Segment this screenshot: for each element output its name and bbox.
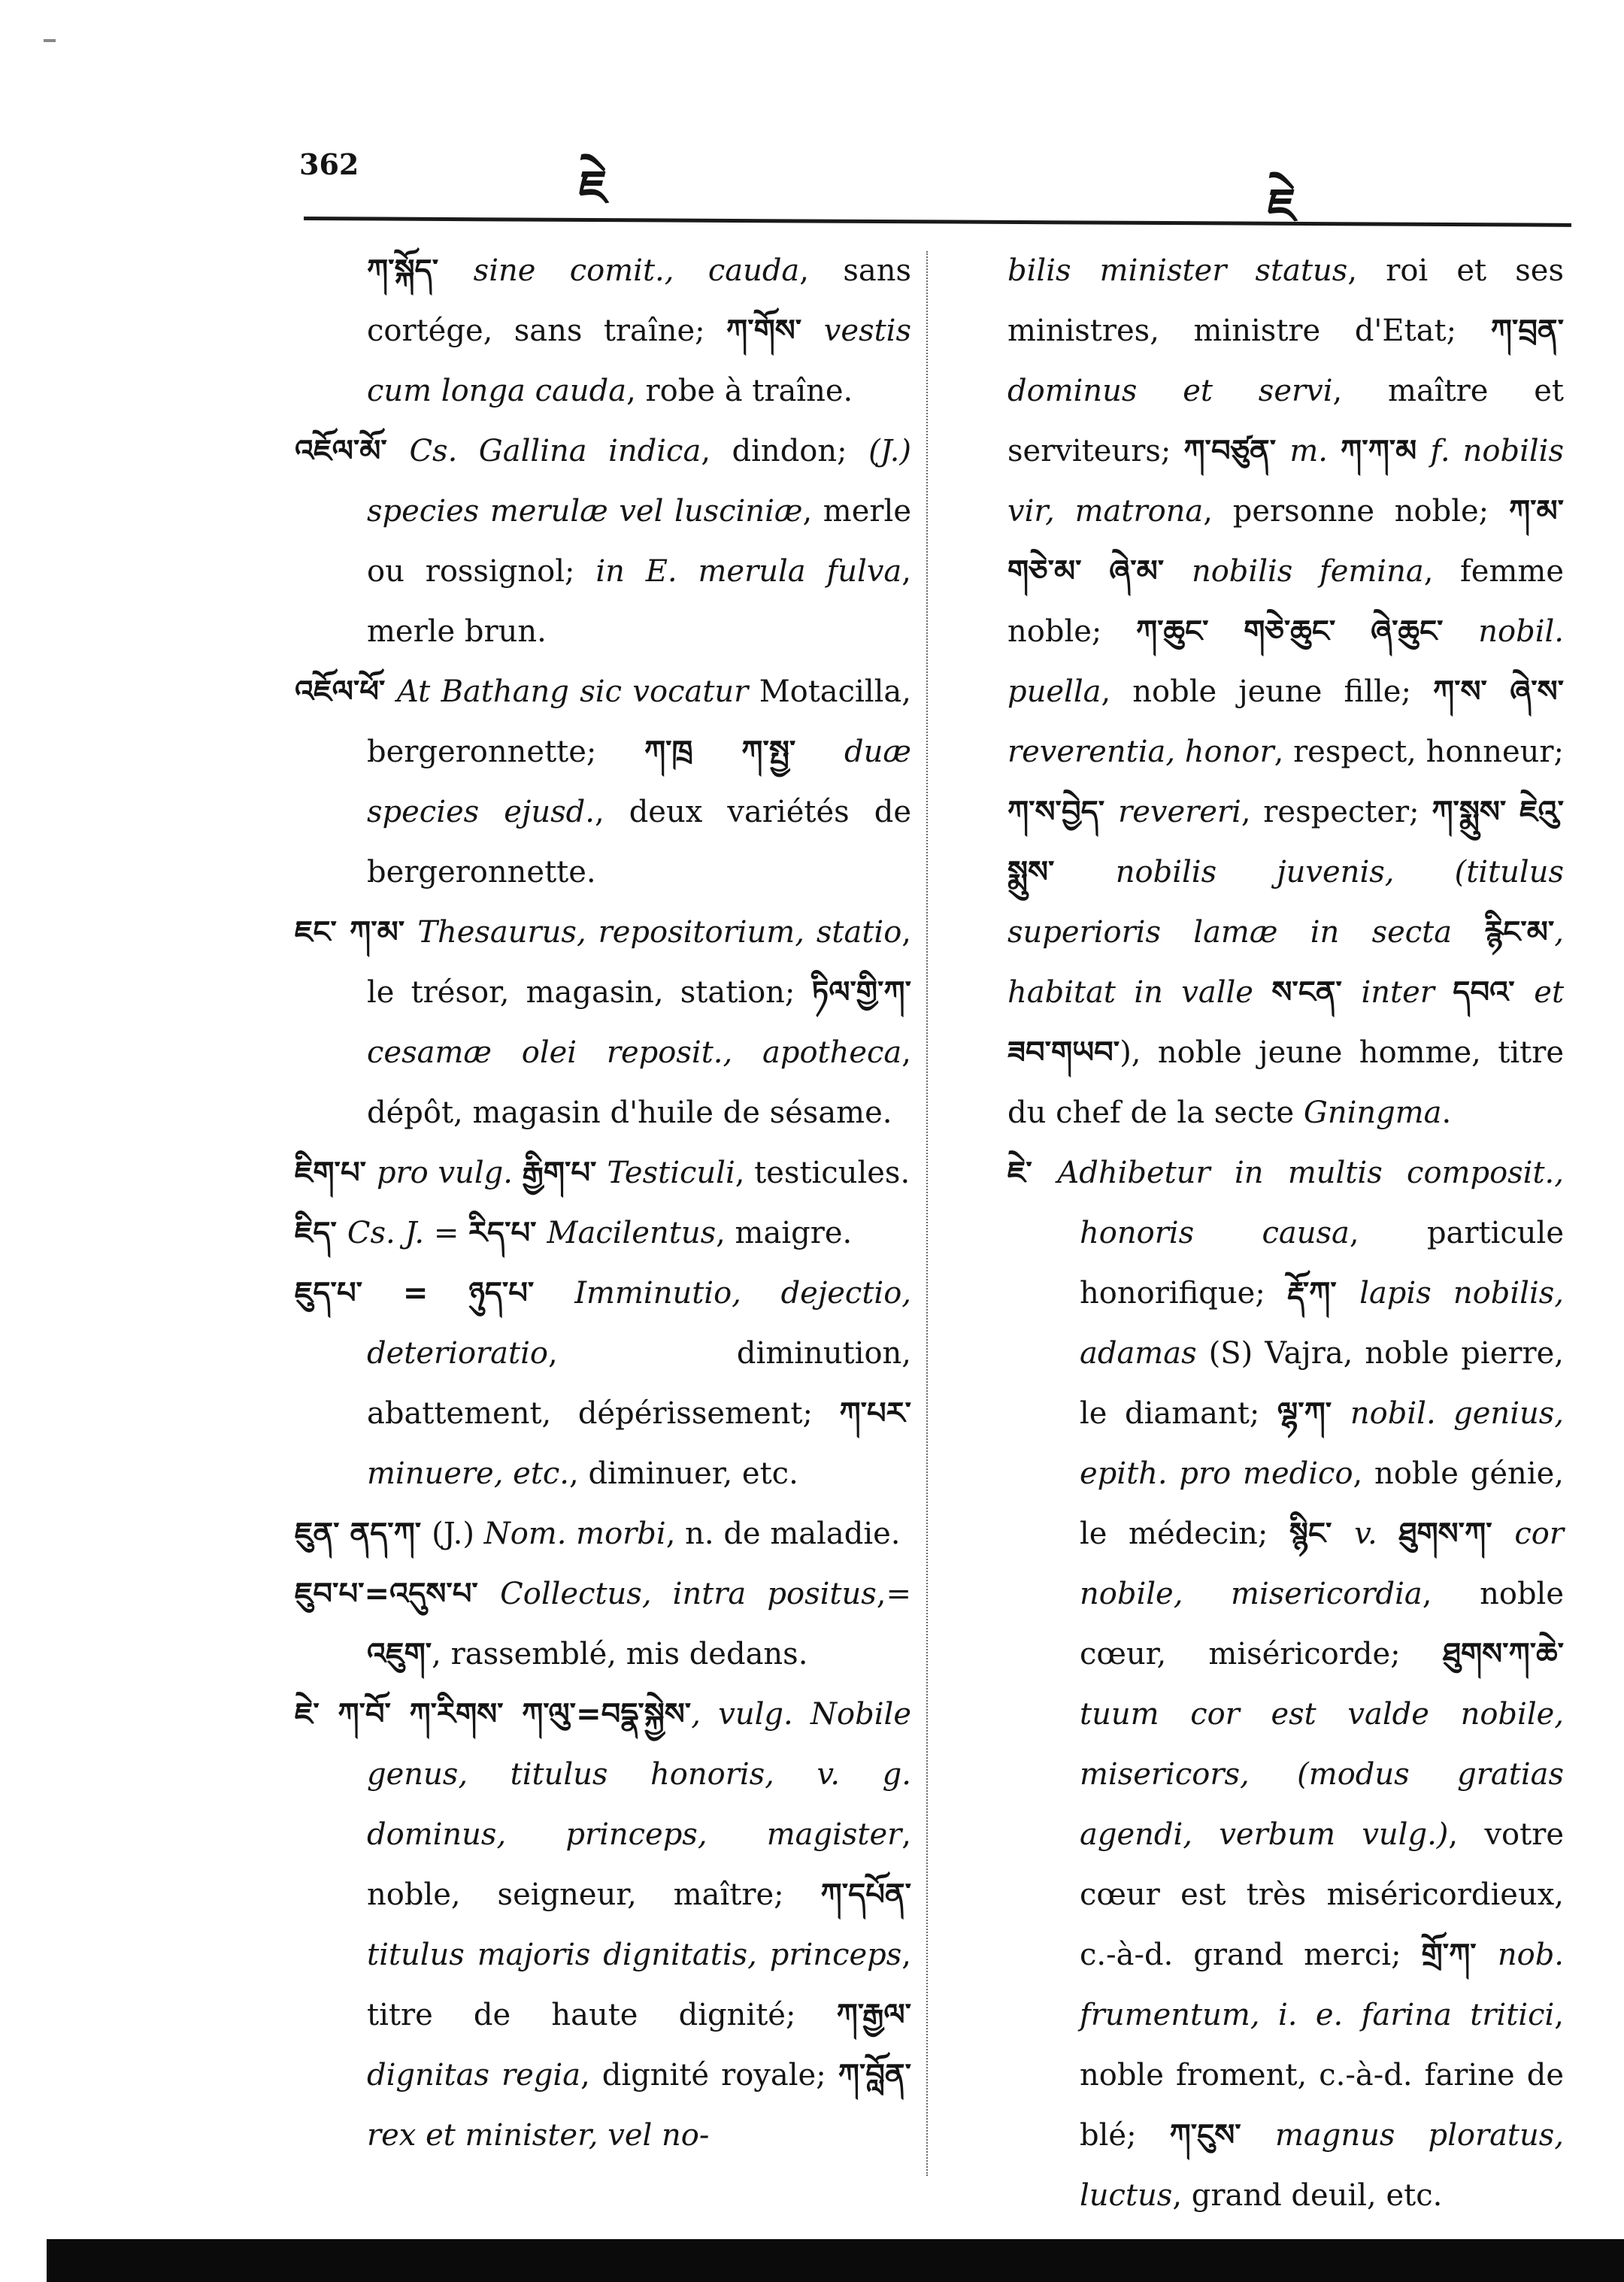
tibetan-headword: ཇེ་ [1007,1156,1058,1190]
latin-gloss: sine comit., cauda [473,253,800,288]
french-gloss: , votre cœur est très miséricordieux, c.-à-d. grand merci; [1080,1817,1564,1972]
french-gloss: , sans cortége, sans traîne; [367,253,911,348]
tibetan-headword: ཀ་རྒྱལ་ [836,1998,911,2032]
tibetan-headword: ཇིག་པ་ [295,1156,377,1190]
french-gloss: ), noble jeune homme, titre du chef de la secte [1007,1035,1564,1130]
dictionary-entry [1007,1143,1564,2226]
latin-gloss: cesamæ olei reposit., apotheca [367,1035,902,1070]
french-gloss: , noble jeune fille; [1101,674,1433,709]
tibetan-headword: ཀ་དཔོན་ [820,1877,911,1912]
tibetan-headword: རྡོ་ཀ་ [1287,1276,1360,1311]
french-gloss: , le trésor, magasin, station; [367,915,911,1010]
latin-gloss: Imminutio, dejectio, deterioratio [367,1276,911,1371]
french-gloss: , dépôt, magasin d'huile de sésame. [367,1035,911,1130]
latin-gloss: , vulg. Nobile genus, titulus honoris, v. g. dominus, princeps, magister [367,1697,912,1852]
latin-gloss: titulus majoris dignitatis, princeps [367,1938,902,1972]
tibetan-headword: འཇོལ་ཕོ་ [295,674,397,709]
latin-gloss: v. [1354,1517,1399,1551]
tibetan-headword: ཐུགས་ཀ་ [1398,1517,1515,1551]
tibetan-headword: ཀ་གོས་ [726,314,824,348]
french-gloss: (S) Vajra, noble pierre, le diamant; [1080,1336,1564,1431]
tibetan-headword: ལྷ་ཀ་ [1277,1396,1350,1431]
french-gloss: , respect, honneur; [1274,735,1564,769]
latin-gloss: f. nobilis vir, matrona [1007,434,1564,529]
french-gloss: = [424,1216,469,1250]
latin-gloss: Thesaurus, repositorium, statio [417,915,902,950]
french-gloss: , roi et ses ministres, ministre d'Etat; [1007,253,1564,348]
right-column [1007,241,1564,2226]
left-column [295,241,911,2165]
dictionary-entry [295,241,911,421]
latin-gloss: inter [1361,975,1453,1010]
dictionary-entry [295,1263,911,1504]
latin-gloss: vestis cum longa cauda [367,314,911,408]
latin-gloss: Macilentus [547,1216,717,1250]
tibetan-headword: འཇུག་ [367,1637,432,1671]
dictionary-entry [1007,241,1564,1143]
french-gloss: , merle brun. [367,554,912,649]
tibetan-headword: ཀ་ས་བྱེད་ [1007,795,1119,829]
tibetan-headword: རྙིང་མ་ [1484,915,1555,950]
tibetan-headword: ཇུད་པ་ = ཉུད་པ་ [295,1276,575,1311]
tibetan-headword: ཀ་སྐོད་ [367,253,474,288]
latin-gloss: nobil. genius, epith. pro medico [1080,1396,1564,1491]
tibetan-headword: ཀ་བཙུན་ [1183,434,1290,468]
french-gloss: , rassemblé, mis dedans. [432,1637,808,1671]
running-head-right: ཇེ [1268,178,1296,233]
french-gloss: , personne noble; [1203,494,1509,529]
latin-gloss: Gningma [1303,1096,1442,1130]
dictionary-entry [295,1203,911,1263]
latin-gloss: lapis nobilis, adamas [1080,1276,1564,1371]
latin-gloss: et [1534,975,1565,1010]
tibetan-headword: ས་ངན་ [1271,975,1362,1010]
french-gloss: , respecter; [1241,795,1432,829]
french-gloss: , n. de maladie. [665,1517,901,1551]
latin-gloss: nobil. puella [1007,614,1564,709]
french-gloss: , femme noble; [1007,554,1565,649]
french-gloss: , dindon; [701,434,869,468]
french-gloss: , maître et serviteurs; [1007,374,1564,468]
french-gloss: , robe à traîne. [626,374,853,408]
latin-gloss: nob. frumentum, i. e. farina tritici [1080,1938,1565,2032]
tibetan-headword: ཀ་མ་ གཅེ་མ་ ཞེ་མ་ [1007,494,1564,589]
french-gloss: , noble cœur, miséricorde; [1080,1577,1565,1671]
latin-gloss: revereri [1118,795,1241,829]
french-gloss: ,= [876,1577,911,1611]
scan-mark [44,39,56,42]
latin-gloss: rex et minister, vel no- [367,2118,710,2153]
tibetan-headword: འཇོལ་མོ་ [295,434,410,468]
tibetan-headword: ཀ་ཀ་མ [1341,434,1431,468]
tibetan-headword: ཏིལ་གྱི་ཀ་ [811,975,911,1010]
latin-gloss: Nom. morbi [483,1517,666,1551]
latin-gloss: Cs. Gallina indica [409,434,701,468]
dictionary-entry [295,421,911,662]
tibetan-headword: ཇང་ ཀ་མ་ [295,915,418,950]
latin-gloss: At Bathang sic vocatur [396,674,759,709]
tibetan-headword: ཇུན་ ནད་ཀ་ [295,1517,432,1551]
dictionary-entry [295,662,911,902]
french-gloss: , testicules. [735,1156,910,1190]
french-gloss: , titre de haute dignité; [367,1938,911,2032]
tibetan-headword: ཀ་བློན་ [838,2058,911,2093]
tibetan-headword: ཀ་བྲན་ [1490,314,1564,348]
tibetan-headword: ཐུགས་ཀ་ཆེ་ [1442,1637,1564,1671]
latin-gloss: dominus et servi [1007,374,1333,408]
latin-gloss: (J.) species merulæ vel lusciniæ [367,434,911,529]
french-gloss: , noble génie, le médecin; [1080,1456,1564,1551]
tibetan-headword: རྒྱིག་པ་ [522,1156,607,1190]
french-gloss: , diminution, abattement, dépérissement; [367,1336,911,1431]
latin-gloss: pro vulg. [376,1156,523,1190]
latin-gloss: cor nobile, misericordia [1080,1517,1564,1611]
header-rule [304,217,1571,227]
french-gloss: Motacilla, bergeronnette; [367,674,911,769]
scan-bottom-edge [47,2239,1624,2282]
tibetan-headword: རིད་པ་ [468,1216,547,1250]
french-gloss: , grand deuil, etc. [1172,2178,1443,2213]
latin-gloss: nobilis juvenis, (titulus superioris lamæ in secta [1007,855,1564,950]
tibetan-headword: ཇེ་ ཀ་བོ་ ཀ་རིགས་ ཀ་ལུ་=བདྣ་སྐྱེས་ [295,1697,692,1732]
tibetan-headword: ཀ་ས་ ཞེ་ས་ [1432,674,1565,709]
french-gloss: , noble froment, c.-à-d. farine de blé; [1080,1998,1564,2153]
latin-gloss: Adhibetur in multis composit., honoris causa [1057,1156,1564,1250]
tibetan-headword: ཟབ་གཡབ་ [1007,1035,1120,1070]
tibetan-headword: ཇུབ་པ་=འདུས་པ་ [295,1577,501,1611]
latin-gloss: reverentia, honor [1007,735,1274,769]
page-number: 362 [299,147,359,181]
latin-gloss: Collectus, intra positus [500,1577,877,1611]
dictionary-entry [295,902,911,1143]
tibetan-headword: སྙིང་ [1289,1517,1355,1551]
latin-gloss: magnus ploratus, luctus [1080,2118,1564,2213]
latin-gloss: bilis minister status [1007,253,1348,288]
french-gloss: , noble, seigneur, maître; [367,1817,911,1912]
tibetan-headword: ཀ་སྨུས་ ཇེའུ་སྨུས་ [1007,795,1564,889]
french-gloss: , deux variétés de bergeronnette. [367,795,911,889]
tibetan-headword: ཇིད་ [295,1216,347,1250]
french-gloss: , maigre. [716,1216,853,1250]
tibetan-headword: ཀ་ཆུང་ གཅེ་ཆུང་ ཞེ་ཆུང་ [1135,614,1479,649]
french-gloss: , dignité royale; [580,2058,838,2093]
tibetan-headword: ཀ་པར་ [839,1396,911,1431]
dictionary-entry [295,1504,911,1564]
latin-gloss: minuere, etc. [367,1456,570,1491]
running-head-left: ཇེ [579,160,607,215]
latin-gloss: Cs. J. [347,1216,425,1250]
latin-gloss: Testiculi [607,1156,735,1190]
french-gloss: , merle ou rossignol; [367,494,911,589]
tibetan-headword: གྲོ་ཀ་ [1421,1938,1498,1972]
tibetan-headword: དབའ་ [1453,975,1535,1010]
latin-gloss: nobilis femina [1191,554,1424,589]
latin-gloss: m. [1289,434,1341,468]
french-gloss: . [1441,1096,1452,1130]
french-gloss: , particule honorifique; [1080,1216,1565,1311]
latin-gloss: tuum cor est valde nobile, misericors, (modus gratias agendi, verbum vulg.) [1080,1697,1564,1852]
column-separator [926,251,928,2176]
dictionary-entry [295,1684,911,2165]
french-gloss: (J.) [432,1517,484,1551]
latin-gloss: dignitas regia [367,2058,581,2093]
tibetan-headword: ཀ་ངུས་ [1169,2118,1275,2153]
latin-gloss: , habitat in valle [1007,915,1564,1010]
tibetan-headword: ཀ་ཁྲ ཀ་སྤྱ་ [644,735,845,769]
dictionary-entry [295,1143,911,1203]
dictionary-entry [295,1564,911,1684]
french-gloss: , diminuer, etc. [569,1456,798,1491]
latin-gloss: duæ species ejusd. [367,735,912,829]
latin-gloss: in E. merula fulva [595,554,902,589]
